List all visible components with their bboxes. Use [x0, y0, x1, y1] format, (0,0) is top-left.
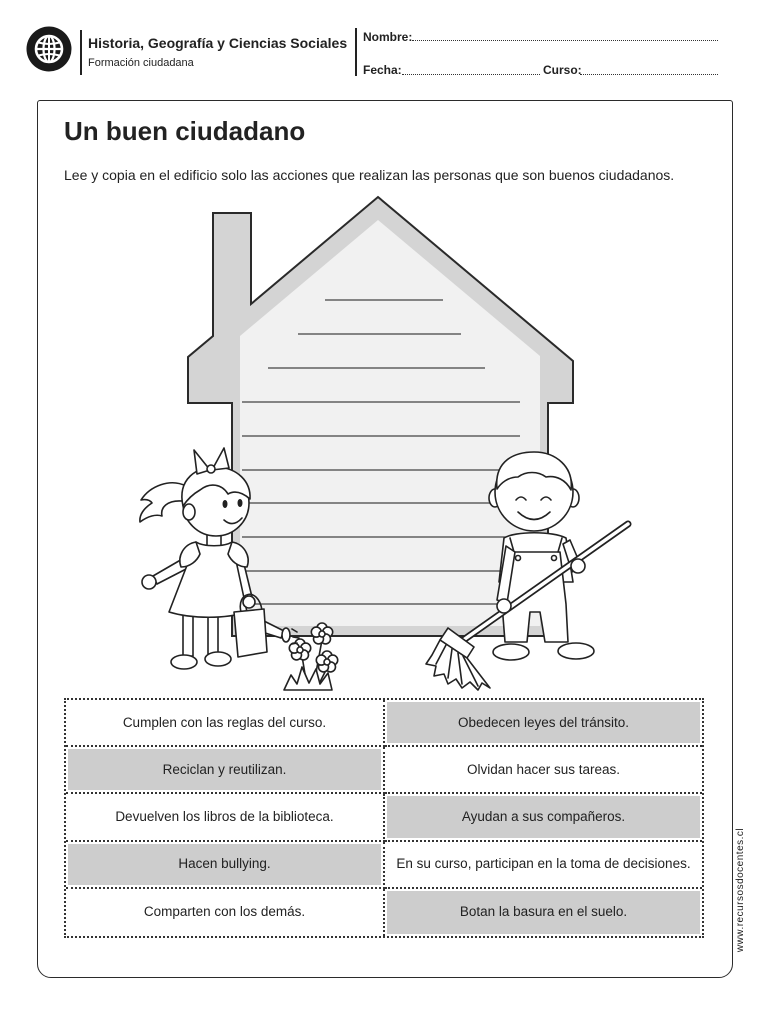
subject-subtitle: Formación ciudadana	[88, 57, 194, 69]
boy-shoe	[493, 644, 529, 660]
action-text: Cumplen con las reglas del curso.	[122, 714, 327, 730]
action-cell	[385, 747, 702, 794]
worksheet-title: Un buen ciudadano	[64, 116, 306, 146]
website-credit: www.recursosdocentes.cl	[735, 827, 746, 953]
action-text: Comparten con los demás.	[143, 904, 306, 920]
action-text: Hacen bullying.	[68, 844, 381, 885]
action-text: En su curso, participan en la toma de decisiones.	[396, 856, 691, 872]
action-table	[64, 698, 704, 938]
name-blank-line	[412, 32, 718, 41]
boy-overall-button	[552, 556, 557, 561]
action-cell	[66, 700, 385, 747]
boy-shoe	[558, 643, 594, 659]
girl-hand	[142, 575, 156, 589]
watering-can-rose	[282, 628, 290, 642]
girl-leg	[183, 612, 193, 656]
girl-ponytail	[140, 483, 186, 522]
course-blank-line	[580, 66, 718, 75]
watering-can-body	[234, 609, 267, 657]
action-text: Ayudan a sus compañeros.	[387, 796, 700, 837]
action-text: Olvidan hacer sus tareas.	[466, 761, 621, 777]
header-divider-left	[80, 30, 82, 75]
action-cell	[66, 794, 385, 841]
action-cell	[66, 889, 385, 936]
boy-hand	[497, 599, 511, 613]
flower	[289, 639, 310, 660]
action-text: Botan la basura en el suelo.	[387, 891, 700, 934]
girl-ear	[183, 504, 195, 520]
girl-shoe	[205, 652, 231, 666]
boy-hand	[571, 559, 585, 573]
action-cell	[385, 794, 702, 841]
action-cell	[66, 747, 385, 794]
course-label: Curso:	[543, 63, 582, 77]
action-text: Devuelven los libros de la biblioteca.	[115, 808, 334, 824]
header-divider-right	[355, 28, 357, 76]
action-text: Reciclan y reutilizan.	[68, 749, 381, 790]
illustration	[120, 190, 650, 695]
date-blank-line	[402, 66, 540, 75]
girl-bow-knot	[207, 465, 215, 473]
subject-title: Historia, Geografía y Ciencias Sociales	[88, 35, 348, 51]
globe-icon-graphic	[26, 26, 72, 72]
girl-leg	[208, 612, 218, 654]
girl-hand	[243, 596, 255, 608]
globe-icon	[26, 26, 72, 72]
girl-shoe	[171, 655, 197, 669]
boy-overall-button	[516, 556, 521, 561]
name-label: Nombre:	[363, 30, 413, 44]
action-cell	[385, 842, 702, 889]
action-cell	[385, 700, 702, 747]
girl-eye	[223, 500, 228, 508]
date-label: Fecha:	[363, 63, 402, 77]
action-cell	[385, 889, 702, 936]
girl-eye	[238, 499, 243, 507]
worksheet-instructions: Lee y copia en el edificio solo las acciones que realizan las personas que son buenos ciudadanos.	[64, 167, 675, 183]
action-cell	[66, 842, 385, 889]
action-text: Obedecen leyes del tránsito.	[387, 702, 700, 743]
